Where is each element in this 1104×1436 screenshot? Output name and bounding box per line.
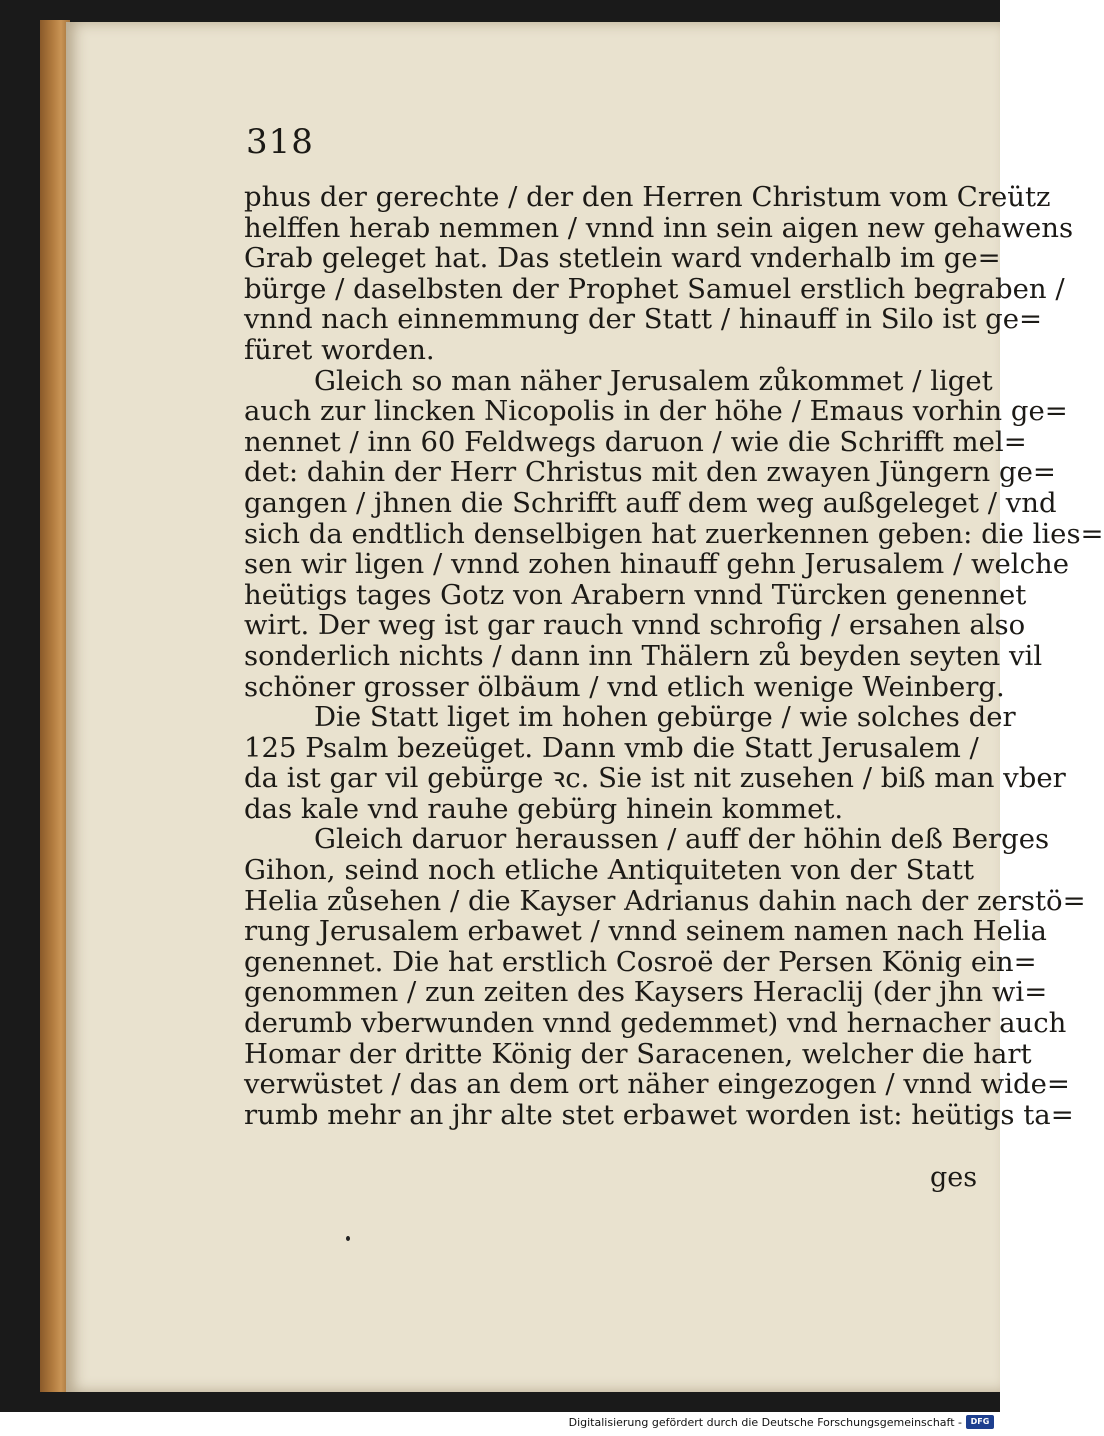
text-line: rumb mehr an jhr alte stet erbawet worden ist: heütigs ta= bbox=[244, 1098, 1074, 1131]
text-line: nennet / inn 60 Feldwegs daruon / wie die Schrifft mel= bbox=[244, 425, 1027, 458]
page-number: 318 bbox=[246, 122, 314, 162]
funding-notice: Digitalisierung gefördert durch die Deutsche Forschungsgemeinschaft - bbox=[568, 1416, 962, 1429]
text-line: bürge / daselbsten der Prophet Samuel erstlich begraben / bbox=[244, 272, 1065, 305]
text-line: 125 Psalm bezeüget. Dann vmb die Statt Jerusalem / bbox=[244, 731, 979, 764]
text-line: genommen / zun zeiten des Kaysers Heraclij (der jhn wi= bbox=[244, 976, 1048, 1009]
text-line: Gihon, seind noch etliche Antiquiteten von der Statt bbox=[244, 854, 974, 887]
text-line: Helia zůsehen / die Kayser Adrianus dahin nach der zerstö= bbox=[244, 884, 1086, 917]
text-line: genennet. Die hat erstlich Cosroë der Persen König ein= bbox=[244, 945, 1037, 978]
text-line: füret worden. bbox=[244, 333, 435, 366]
text-line: sich da endtlich denselbigen hat zuerkennen geben: die lies= bbox=[244, 517, 1104, 550]
text-line: Gleich daruor heraussen / auff der höhin deß Berges bbox=[314, 823, 1050, 856]
text-line: Die Statt liget im hohen gebürge / wie solches der bbox=[314, 701, 1016, 734]
text-line: heütigs tages Gotz von Arabern vnnd Türcken genennet bbox=[244, 578, 1027, 611]
text-line: auch zur lincken Nicopolis in der höhe / Emaus vorhin ge= bbox=[244, 395, 1068, 428]
text-line: gangen / jhnen die Schrifft auff dem weg außgeleget / vnd bbox=[244, 486, 1057, 519]
text-line: verwüstet / das an dem ort näher eingezogen / vnnd wide= bbox=[244, 1068, 1070, 1101]
text-line: det: dahin der Herr Christus mit den zwayen Jüngern ge= bbox=[244, 456, 1056, 489]
text-line: da ist gar vil gebürge ꝛc. Sie ist nit zusehen / biß man vber bbox=[244, 762, 1066, 795]
text-line: das kale vnd rauhe gebürg hinein kommet. bbox=[244, 792, 844, 825]
dfg-logo: DFG bbox=[966, 1415, 994, 1429]
catchword: ges bbox=[930, 1162, 978, 1193]
text-line: schöner grosser ölbäum / vnd etlich wenige Weinberg. bbox=[244, 670, 1005, 703]
text-line: rung Jerusalem erbawet / vnnd seinem namen nach Helia bbox=[244, 915, 1047, 948]
text-line: wirt. Der weg ist gar rauch vnnd schrofig / ersahen also bbox=[244, 609, 1026, 642]
text-line: sen wir ligen / vnnd zohen hinauff gehn Jerusalem / welche bbox=[244, 548, 1069, 581]
text-line: Gleich so man näher Jerusalem zůkommet / liget bbox=[314, 364, 993, 397]
text-line: Grab geleget hat. Das stetlein ward vnderhalb im ge= bbox=[244, 242, 1001, 275]
page-text bbox=[244, 181, 1104, 1131]
text-line: sonderlich nichts / dann inn Thälern zů beyden seyten vil bbox=[244, 639, 1043, 672]
text-line: Homar der dritte König der Saracenen, welcher die hart bbox=[244, 1037, 1032, 1070]
text-line: vnnd nach einnemmung der Statt / hinauff in Silo ist ge= bbox=[244, 303, 1043, 336]
ink-speck bbox=[346, 1236, 350, 1241]
text-line: derumb vberwunden vnnd gedemmet) vnd hernacher auch bbox=[244, 1007, 1067, 1040]
text-line: helffen herab nemmen / vnnd inn sein aigen new gehawens bbox=[244, 211, 1074, 244]
text-line: phus der gerechte / der den Herren Christum vom Creütz bbox=[244, 181, 1051, 213]
